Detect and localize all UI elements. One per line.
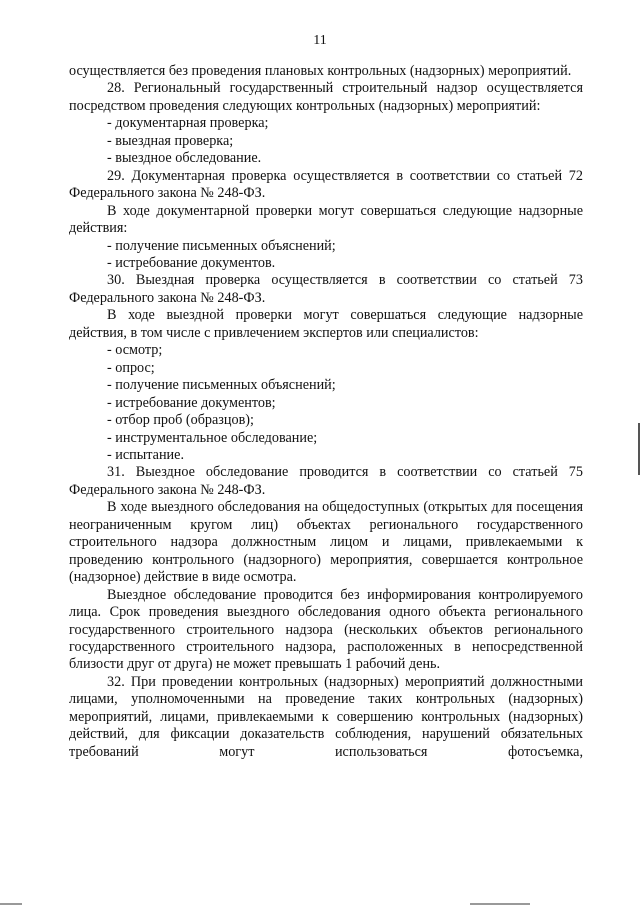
list-item: - отбор проб (образцов);: [107, 412, 254, 429]
list-item: - испытание.: [107, 446, 184, 463]
list-item: - опрос;: [107, 359, 155, 376]
paragraph-28: 28. Региональный государственный строительный надзор осуществляется посредством проведения следующих контрольных (надзорных) мероприятий:: [69, 80, 583, 114]
paragraph-29: 29. Документарная проверка осуществляется в соответствии со статьей 72 Федерального закона № 248-ФЗ.: [69, 167, 583, 202]
list-item: - получение письменных объяснений;: [107, 237, 336, 254]
paragraph: В ходе выездной проверки могут совершаться следующие надзорные действия, в том числе с привлечением экспертов или специалистов:: [69, 307, 583, 341]
list-item: - истребование документов.: [107, 254, 276, 271]
scan-bottom-edge: [0, 901, 640, 905]
paragraph-31: 31. Выездное обследование проводится в соответствии со статьей 75 Федерального закона № 248-ФЗ.: [69, 464, 583, 498]
list-item: - истребование документов;: [107, 394, 276, 411]
paragraph: В ходе выездного обследования на общедоступных (открытых для посещения неограниченным кругом лиц) объектах регионального государственного строительного надзора должностным лицом и лицами, привлекаемыми к проведению контрольного (надзорного) мероприятия, совершается контрольное (надзорное) действие в виде осмотра.: [69, 499, 583, 586]
paragraph: осуществляется без проведения плановых контрольных (надзорных) мероприятий.: [69, 63, 572, 79]
list-item: - инструментальное обследование;: [107, 429, 318, 446]
document-body: [69, 63, 583, 761]
list-item: - осмотр;: [107, 342, 163, 359]
page-number: 11: [313, 33, 327, 48]
list-item: - выездное обследование.: [107, 150, 262, 167]
paragraph-32: 32. При проведении контрольных (надзорных) мероприятий должностными лицами, уполномоченными на проведение таких контрольных (надзорных) мероприятий, лицами, привлекаемыми к совершению контрольных (надзорных) действий, для фиксации доказательств соблюдения, нарушений обязательных требований могут использоваться фотосъемка,: [69, 673, 583, 760]
list-item: - документарная проверка;: [107, 115, 269, 132]
paragraph-30: 30. Выездная проверка осуществляется в соответствии со статьей 73 Федерального закона № 248-ФЗ.: [69, 272, 583, 306]
paragraph: В ходе документарной проверки могут совершаться следующие надзорные действия:: [69, 202, 583, 237]
list-item: - получение письменных объяснений;: [107, 377, 336, 394]
paragraph: Выездное обследование проводится без информирования контролируемого лица. Срок проведения выездного обследования одного объекта регионального государственного строительного надзора (нескольких объектов регионального государственного строительного надзора, расположенных в непосредственной близости друг от друга) не может превышать 1 рабочий день.: [69, 586, 583, 673]
list-item: - выездная проверка;: [107, 132, 234, 149]
